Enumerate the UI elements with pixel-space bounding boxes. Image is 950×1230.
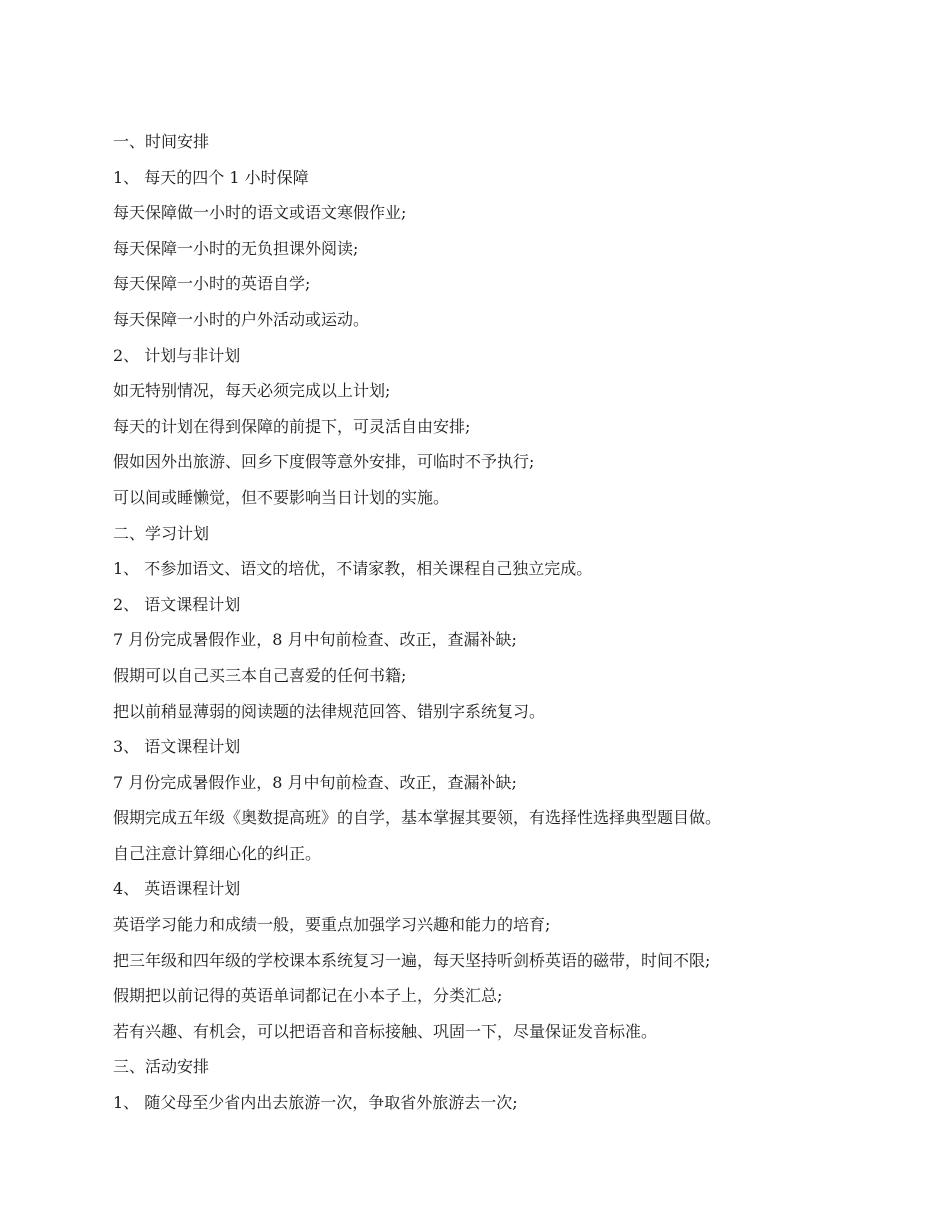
text-line: 把三年级和四年级的学校课本系统复习一遍，每天坚持听剑桥英语的磁带，时间不限; [113,950,711,970]
text-line: 每天保障一小时的无负担课外阅读; [113,238,359,258]
text-line: 每天保障一小时的户外活动或运动。 [113,309,370,329]
subheading-plan: 2、 计划与非计划 [113,345,241,365]
subheading-chinese-plan: 2、 语文课程计划 [113,594,241,614]
text-line: 假期完成五年级《奥数提高班》的自学，基本掌握其要领，有选择性选择典型题目做。 [113,808,722,828]
text-line: 7 月份完成暑假作业，8 月中旬前检查、改正，查漏补缺; [113,772,517,792]
text-line: 每天的计划在得到保障的前提下，可灵活自由安排; [113,416,471,436]
text-line: 英语学习能力和成绩一般，要重点加强学习兴趣和能力的培育; [113,915,551,935]
text-line: 每天保障做一小时的语文或语文寒假作业; [113,203,407,223]
subheading-second-plan: 3、 语文课程计划 [113,737,241,757]
text-line: 如无特别情况，每天必须完成以上计划; [113,381,391,401]
text-line: 把以前稍显薄弱的阅读题的法律规范回答、错别字系统复习。 [113,701,546,721]
text-line: 每天保障一小时的英语自学; [113,274,311,294]
text-line: 假期可以自己买三本自己喜爱的任何书籍; [113,665,407,685]
section-heading-activities: 三、活动安排 [113,1057,210,1077]
text-line: 7 月份完成暑假作业，8 月中旬前检查、改正，查漏补缺; [113,630,517,650]
subheading-travel: 1、 随父母至少省内出去旅游一次，争取省外旅游去一次; [113,1093,518,1113]
text-line: 假期把以前记得的英语单词都记在小本子上，分类汇总; [113,986,503,1006]
text-line: 自己注意计算细心化的纠正。 [113,843,322,863]
text-line: 假如因外出旅游、回乡下度假等意外安排，可临时不予执行; [113,452,535,472]
subheading-no-tutoring: 1、 不参加语文、语文的培优，不请家教，相关课程自己独立完成。 [113,559,593,579]
section-heading-study: 二、学习计划 [113,523,210,543]
text-line: 可以间或睡懒觉，但不要影响当日计划的实施。 [113,487,450,507]
subheading-four-hours: 1、 每天的四个 1 小时保障 [113,167,309,187]
section-heading-time: 一、时间安排 [113,132,210,151]
subheading-english-plan: 4、 英语课程计划 [113,879,241,899]
document-body [113,124,893,1121]
text-line: 若有兴趣、有机会，可以把语音和音标接触、巩固一下，尽量保证发音标准。 [113,1021,658,1041]
